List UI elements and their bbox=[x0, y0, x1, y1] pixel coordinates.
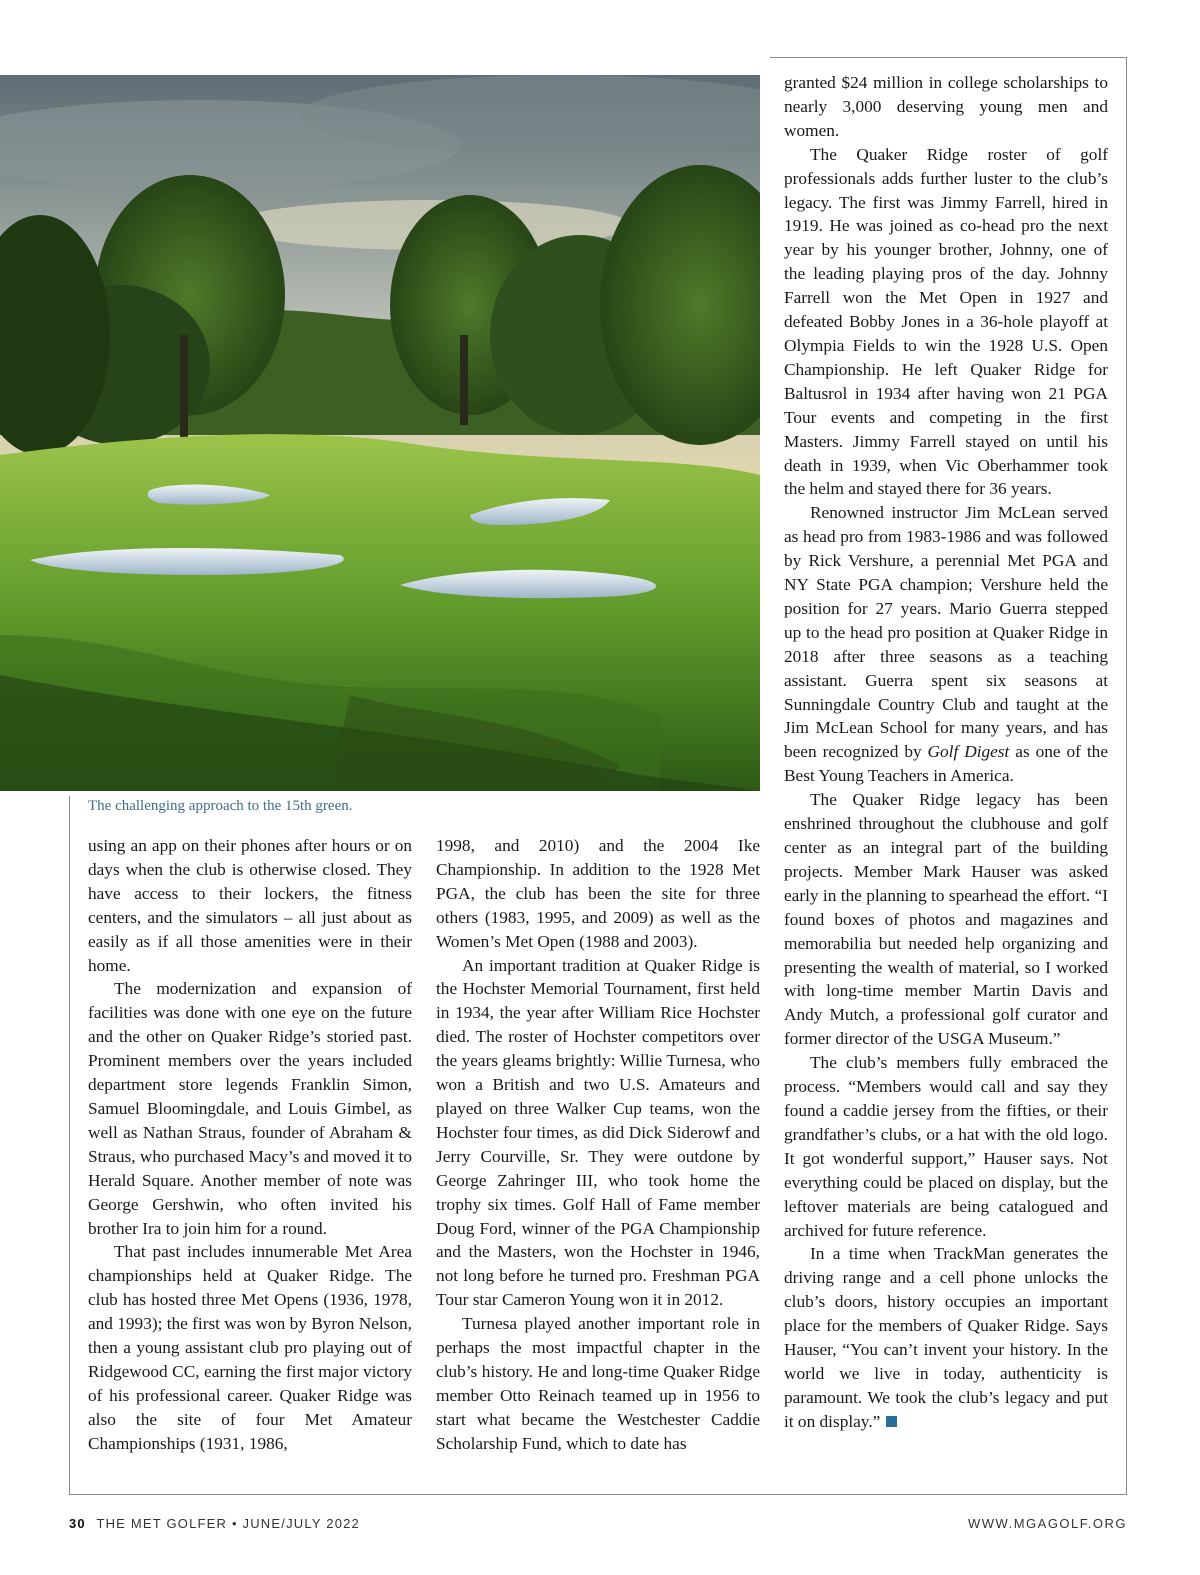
paragraph bbox=[784, 501, 1108, 788]
paragraph bbox=[784, 1242, 1108, 1433]
paragraph: The modernization and expansion of facilities was done with one eye on the future and the other on Quaker Ridge’s storied past. Prominent members over the years included department store legends Franklin Simon, Samuel Bloomingdale, and Louis Gimbel, as well as Nathan Straus, founder of Abraham & Straus, who purchased Macy’s and moved it to Herald Square. Another member of note was George Gershwin, who often invited his brother Ira to join him for a round. bbox=[88, 979, 412, 1238]
paragraph: An important tradition at Quaker Ridge is the Hochster Memorial Tournament, first held in 1934, the year after William Rice Hochster died. The roster of Hochster competitors over the years gleams brightly: Willie Turnesa, who won a British and two U.S. Amateurs and played on three Walker Cup teams, won the Hochster four times, as did Dick Siderowf and Jerry Courville, Sr. They were outdone by George Zahringer III, who took home the trophy six times. Golf Hall of Fame member Doug Ford, winner of the PGA Championship and the Masters, won the Hochster in 1946, not long before he turned pro. Freshman PGA Tour star Cameron Young won it in 2012. bbox=[436, 955, 760, 1310]
end-of-article-mark bbox=[886, 1416, 897, 1427]
publication-title: THE MET GOLFER • JUNE/JULY 2022 bbox=[96, 1516, 360, 1531]
article-column-2 bbox=[436, 834, 760, 1456]
article-column-1 bbox=[88, 834, 412, 1456]
paragraph: The Quaker Ridge roster of golf professionals adds further luster to the club’s legacy. The first was Jimmy Farrell, hired in 1919. He was joined as co-head pro the next year by his younger brother, Johnny, one of the leading playing pros of the day. Johnny Farrell won the Met Open in 1927 and defeated Bobby Jones in a 36-hole playoff at Olympia Fields to win the 1928 U.S. Open Championship. He left Quaker Ridge for Baltusrol in 1934 after having won 21 PGA Tour events and competing in the first Masters. Jimmy Farrell stayed on until his death in 1939, when Vic Oberhammer took the helm and stayed there for 36 years. bbox=[784, 144, 1108, 499]
paragraph: Turnesa played another important role in perhaps the most impactful chapter in the club’s history. He and long-time Quaker Ridge member Otto Reinach teamed up in 1956 to start what became the Westchester Caddie Scholarship Fund, which to date has bbox=[436, 1314, 760, 1453]
paragraph: The Quaker Ridge legacy has been enshrined throughout the clubhouse and golf center as an integral part of the building projects. Member Mark Hauser was asked early in the planning to spearhead the effort. “I found boxes of photos and magazines and memorabilia but needed help organizing and presenting the wealth of material, so I worked with long-time member Martin Davis and Andy Mutch, a professional golf curator and former director of the USGA Museum.” bbox=[784, 790, 1108, 1049]
article-column-3 bbox=[784, 71, 1108, 1434]
golf-course-photo bbox=[0, 75, 760, 791]
photo-caption: The challenging approach to the 15th green. bbox=[88, 798, 353, 814]
paragraph: using an app on their phones after hours or on days when the club is otherwise closed. They have access to their lockers, the fitness centers, and the simulators – all just about as easily as if all those amenities were in their home. bbox=[88, 836, 412, 975]
page-number: 30 bbox=[69, 1516, 86, 1531]
magazine-title: Golf Digest bbox=[927, 742, 1010, 762]
paragraph-text: as one of the Best Young Teachers in America. bbox=[784, 742, 1108, 786]
paragraph: The club’s members fully embraced the process. “Members would call and say they found a caddie jersey from the fifties, or their grandfather’s clubs, or a hat with the old logo. It got wonderful support,” Hauser says. Not everything could be placed on display, but the leftover materials are being catalogued and archived for future reference. bbox=[784, 1053, 1108, 1240]
paragraph: 1998, and 2010) and the 2004 Ike Championship. In addition to the 1928 Met PGA, the club has been the site for three others (1983, 1995, and 2009) as well as the Women’s Met Open (1988 and 2003). bbox=[436, 836, 760, 951]
paragraph: granted $24 million in college scholarships to nearly 3,000 deserving young men and women. bbox=[784, 73, 1108, 140]
paragraph: That past includes innumerable Met Area championships held at Quaker Ridge. The club has hosted three Met Opens (1936, 1978, and 1993); the first was won by Byron Nelson, then a young assistant club pro playing out of Ridgewood CC, earning the first major victory of his professional career. Quaker Ridge was also the site of four Met Amateur Championships (1931, 1986, bbox=[88, 1242, 412, 1453]
website-link[interactable]: WWW.MGAGOLF.ORG bbox=[968, 1516, 1127, 1531]
paragraph-text: In a time when TrackMan generates the driving range and a cell phone unlocks the club’s doors, history occupies an important place for the members of Quaker Ridge. Says Hauser, “You can’t invent your history. In the world we live in today, authenticity is paramount. We took the club’s legacy and put it on display.” bbox=[784, 1244, 1108, 1431]
paragraph-text: Renowned instructor Jim McLean served as head pro from 1983-1986 and was followed by Rick Vershure, a perennial Met PGA and NY State PGA champion; Vershure held the position for 27 years. Mario Guerra stepped up to the head pro position at Quaker Ridge in 2018 after three seasons as a teaching assistant. Guerra spent six seasons at Sunningdale Country Club and taught at the Jim McLean School for many years, and has been recognized by bbox=[784, 503, 1108, 762]
page-footer-left bbox=[69, 1516, 360, 1531]
